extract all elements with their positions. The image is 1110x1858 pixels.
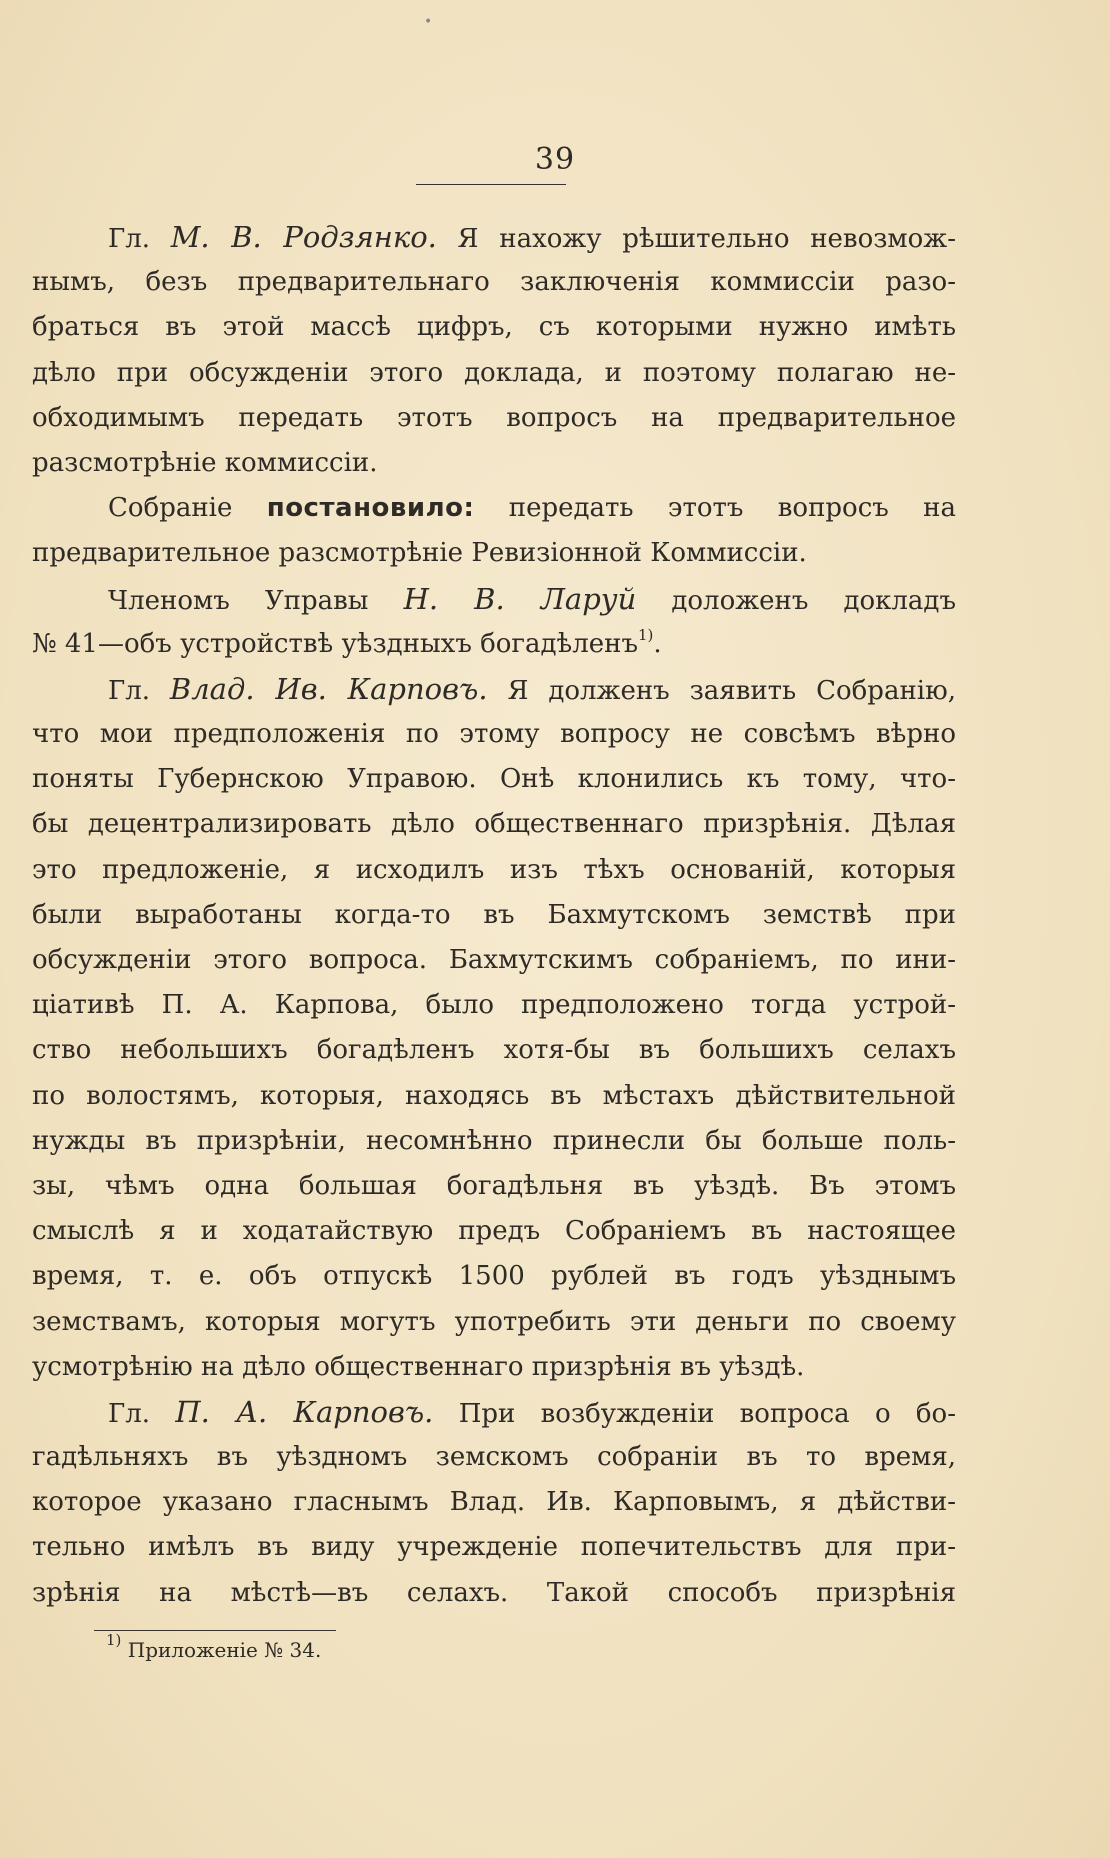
- text-run: ство небольшихъ богадѣленъ хотя-бы въ большихъ селахъ: [32, 1035, 956, 1066]
- text-line: [32, 1028, 956, 1073]
- text-line: [32, 1164, 956, 1209]
- text-line: [32, 1390, 956, 1435]
- ink-speck-top: •: [424, 14, 433, 30]
- text-line: [32, 1300, 956, 1345]
- text-run: доложенъ докладъ: [636, 585, 956, 616]
- text-run: Гл.: [108, 1398, 176, 1429]
- text-line: [32, 1345, 956, 1390]
- text-run: поняты Губернскою Управою. Онѣ клонились къ тому, что-: [32, 764, 956, 795]
- footnote-marker: 1): [106, 1631, 122, 1649]
- page-number: 39: [534, 142, 576, 177]
- text-run: нымъ, безъ предварительнаго заключенія коммиссіи разо-: [32, 267, 956, 298]
- text-run: При возбужденіи вопроса о бо-: [433, 1398, 956, 1429]
- text-line: [32, 802, 956, 847]
- resolution-word: постановило:: [266, 493, 475, 524]
- text-run: были выработаны когда-то въ Бахмутскомъ земствѣ при: [32, 899, 956, 930]
- text-line: [32, 712, 956, 757]
- text-run: обходимымъ передать этотъ вопросъ на предварительное: [32, 402, 956, 433]
- text-line: [32, 1435, 956, 1480]
- text-run: что мои предположенія по этому вопросу не совсѣмъ вѣрно: [32, 719, 956, 750]
- text-run: разсмотрѣніе коммиссіи.: [32, 447, 378, 478]
- text-run: которое указано гласнымъ Влад. Ив. Карповымъ, я дѣйстви-: [32, 1487, 956, 1518]
- text-line: [32, 848, 956, 893]
- text-run: дѣло при обсужденіи этого доклада, и поэтому полагаю не-: [32, 357, 956, 388]
- text-line: [32, 486, 956, 531]
- text-line: [32, 1254, 956, 1299]
- text-line: [32, 1480, 956, 1525]
- text-run: передать этотъ вопросъ на: [474, 493, 956, 524]
- footnote-text: Приложеніе № 34.: [121, 1638, 322, 1662]
- speaker-name: Н. В. Ларуй: [403, 581, 637, 616]
- footnote-rule: [94, 1630, 336, 1631]
- footnote-ref: 1): [638, 625, 654, 644]
- text-run: усмотрѣнію на дѣло общественнаго призрѣнія въ уѣздѣ.: [32, 1351, 805, 1382]
- text-line: [32, 757, 956, 802]
- footnote: [106, 1632, 321, 1668]
- text-run: зы, чѣмъ одна большая богадѣльня въ уѣздѣ. Въ этомъ: [32, 1170, 956, 1201]
- text-run: № 41—объ устройствѣ уѣздныхъ богадѣленъ: [32, 628, 639, 659]
- page-number-rule: [416, 184, 566, 185]
- speaker-name: М. В. Родзянко.: [170, 220, 437, 254]
- text-line: [32, 667, 956, 712]
- text-run: предварительное разсмотрѣніе Ревизіонной Коммиссіи.: [32, 538, 807, 569]
- text-line: [32, 215, 956, 260]
- text-run: Гл.: [108, 224, 171, 254]
- text-line: [32, 351, 956, 396]
- text-run: это предложеніе, я исходилъ изъ тѣхъ основаній, которыя: [32, 854, 956, 885]
- text-line: [32, 1525, 956, 1570]
- text-line: [32, 396, 956, 441]
- text-line: [32, 893, 956, 938]
- text-run: Я нахожу рѣшительно невозмож-: [436, 224, 956, 254]
- speaker-name: Влад. Ив. Карповъ.: [169, 671, 488, 706]
- text-line: [32, 305, 956, 350]
- body-text: [32, 215, 956, 1616]
- text-run: бы децентрализировать дѣло общественнаго призрѣнія. Дѣлая: [32, 809, 956, 840]
- text-run: Гл.: [108, 675, 170, 706]
- text-line: [32, 983, 956, 1028]
- text-run: Я долженъ заявить Собранію,: [487, 675, 956, 706]
- text-line: [32, 577, 956, 622]
- text-run: Членомъ Управы: [108, 585, 404, 616]
- text-run: нужды въ призрѣніи, несомнѣнно принесли бы больше поль-: [32, 1125, 956, 1156]
- text-run: ціативѣ П. А. Карпова, было предположено тогда устрой-: [32, 990, 956, 1021]
- text-run: гадѣльняхъ въ уѣздномъ земскомъ собраніи въ то время,: [32, 1442, 956, 1473]
- text-line: [32, 622, 956, 667]
- text-run: время, т. е. объ отпускѣ 1500 рублей въ годъ уѣзднымъ: [32, 1261, 956, 1292]
- text-line: [32, 1571, 956, 1616]
- text-run: тельно имѣлъ въ виду учрежденіе попечительствъ для при-: [32, 1532, 956, 1563]
- text-run: земствамъ, которыя могутъ употребить эти деньги по своему: [32, 1306, 956, 1337]
- text-line: [32, 1209, 956, 1254]
- text-line: [32, 1119, 956, 1164]
- text-line: [32, 531, 956, 576]
- text-line: [32, 1074, 956, 1119]
- text-run: по волостямъ, которыя, находясь въ мѣстахъ дѣйствительной: [32, 1080, 956, 1111]
- text-line: [32, 938, 956, 983]
- text-run: Собраніе: [108, 493, 267, 524]
- text-run: обсужденіи этого вопроса. Бахмутскимъ собраніемъ, по ини-: [32, 945, 956, 975]
- text-run: зрѣнія на мѣстѣ—въ селахъ. Такой способъ призрѣнія: [32, 1577, 956, 1608]
- speaker-name: П. А. Карповъ.: [175, 1394, 434, 1429]
- text-line: [32, 260, 956, 305]
- text-line: [32, 441, 956, 486]
- text-run: .: [653, 628, 662, 659]
- text-run: смыслѣ я и ходатайствую предъ Собраніемъ въ настоящее: [32, 1216, 956, 1247]
- text-run: браться въ этой массѣ цифръ, съ которыми нужно имѣть: [32, 312, 956, 343]
